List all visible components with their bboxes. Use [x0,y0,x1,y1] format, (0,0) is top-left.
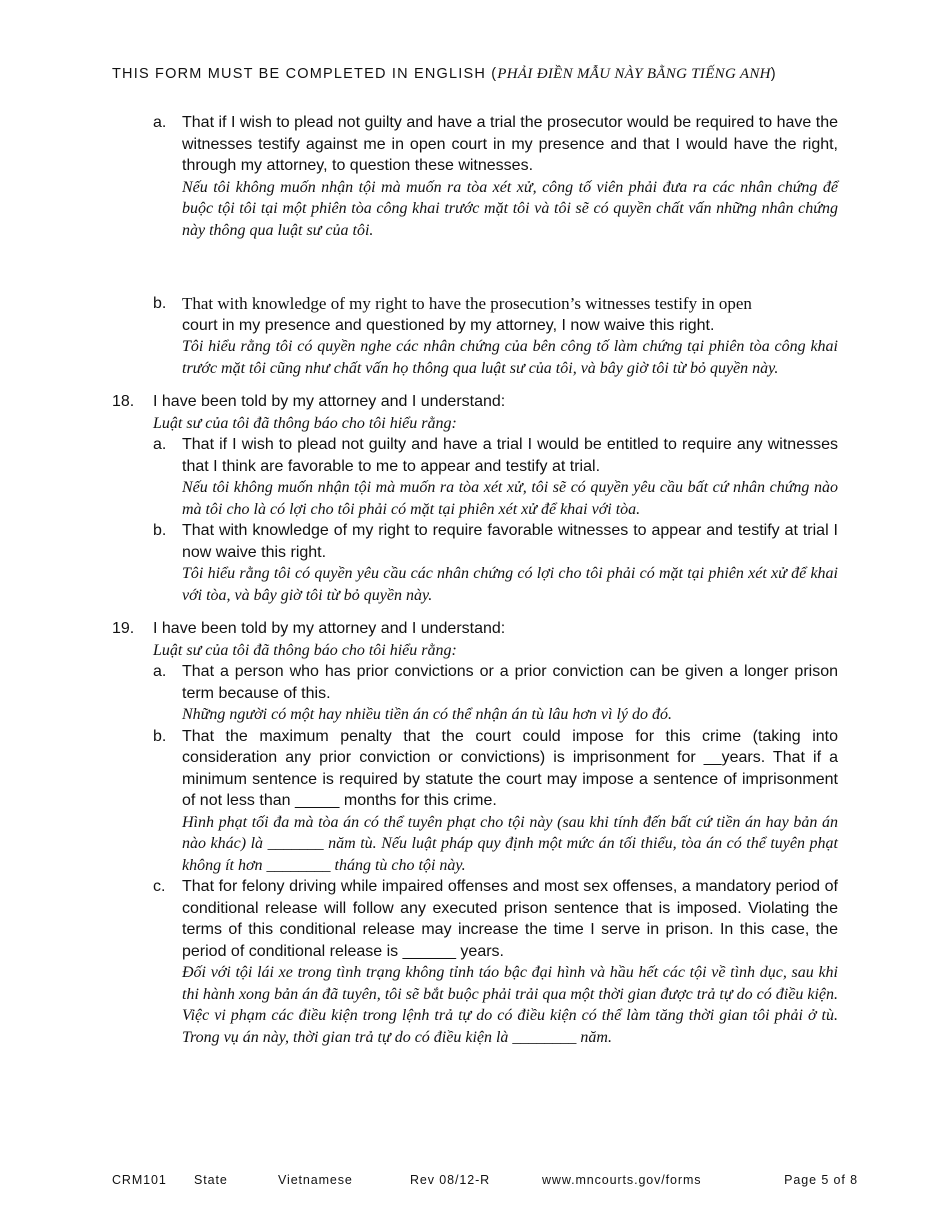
item-18a [112,434,838,520]
item-19b [112,726,838,877]
footer-page-number: Page 5 of 8 [784,1173,858,1187]
item-17b-label: b. [153,295,167,312]
item-17b-english-line2: court in my presence and questioned by my attorney, I now waive this right. [182,316,715,334]
item-19a-vietnamese: Những người có một hay nhiều tiền án có thể nhận án tù lâu hơn vì lý do đó. [182,706,673,723]
item-18-stem-english: I have been told by my attorney and I understand: [153,393,506,410]
item-18 [112,391,838,434]
footer-state: State [194,1173,228,1187]
item-19c [112,876,838,1048]
item-19a [112,661,838,726]
item-19 [112,618,838,661]
item-18b-vietnamese: Tôi hiểu rằng tôi có quyền yêu cầu các nhân chứng có lợi cho tôi phải có mặt tại phiên xét xử để khai với tòa, và bây giờ tôi từ bỏ quyền này. [182,565,838,604]
header-close-paren: ) [770,66,777,82]
footer-form-id: CRM101 [112,1173,167,1187]
item-19c-english: That for felony driving while impaired offenses and most sex offenses, a mandatory period of conditional release will follow any executed prison sentence that is imposed. Violating the terms of this conditional release may increase the time I serve in prison. In this case, the period of conditional release is ______ years. [182,878,838,960]
item-17a [112,112,838,241]
item-17b-vietnamese: Tôi hiểu rằng tôi có quyền nghe các nhân chứng của bên công tố làm chứng tại phiên tòa công khai trước mặt tôi cũng như chất vấn họ thông qua luật sư của tôi, và bây giờ tôi từ bỏ quyền này. [182,338,838,377]
footer-revision: Rev 08/12-R [410,1173,491,1187]
item-17a-label: a. [153,114,167,131]
form-content [112,112,838,1048]
item-19a-label: a. [153,663,167,680]
footer-language: Vietnamese [278,1173,353,1187]
item-17a-english: That if I wish to plead not guilty and have a trial the prosecutor would be required to have the witnesses testify against me in open court in my presence and that I would have the right, through my attorney, to question these witnesses. [182,114,838,174]
item-19b-english: That the maximum penalty that the court could impose for this crime (taking into consideration any prior conviction or convictions) is imprisonment for __years. That if a minimum sentence is required by statute the court may impose a sentence of imprisonment of not less than _____ months for this crime. [182,727,838,809]
item-19-stem-vietnamese: Luật sư của tôi đã thông báo cho tôi hiểu rằng: [153,641,457,659]
item-17b-english-line1: That with knowledge of my right to have the prosecution’s witnesses testify in open [182,294,752,313]
item-19-stem-english: I have been told by my attorney and I understand: [153,620,506,637]
item-18a-english: That if I wish to plead not guilty and have a trial I would be entitled to require any witnesses that I think are favorable to me to appear and testify at trial. [182,436,838,475]
item-18b-english: That with knowledge of my right to require favorable witnesses to appear and testify at trial I now waive this right. [182,522,838,561]
item-19b-label: b. [153,727,167,745]
footer-url-link[interactable]: www.mncourts.gov/forms [542,1173,702,1187]
item-19c-label: c. [153,878,166,895]
item-19c-vietnamese: Đối với tội lái xe trong tình trạng không tỉnh táo bậc đại hình và hầu hết các tội về tình dục, sau khi thi hành xong bản án đã tuyên, tôi sẽ bắt buộc phải trải qua một thời gian được trả tự do có điều kiện. Việc vi phạm các điều kiện trong lệnh trả tự do có điều kiện có thể làm tăng thời gian tôi phải ở tù. Trong vụ án này, thời gian trả tự do có điều kiện là ________ năm. [182,964,838,1046]
header-vietnamese-text: PHẢI ĐIỀN MẪU NÀY BẰNG TIẾNG ANH [497,66,771,82]
item-17b [112,293,838,379]
item-18a-vietnamese: Nếu tôi không muốn nhận tội mà muốn ra tòa xét xử, tôi sẽ có quyền yêu cầu bất cứ nhân chứng nào mà tôi cho là có lợi cho tôi phải có mặt tại phiên xét xử để khai với tòa. [182,479,838,518]
page-footer [112,1173,858,1191]
item-18-stem-vietnamese: Luật sư của tôi đã thông báo cho tôi hiểu rằng: [153,414,457,432]
item-18-number: 18. [112,393,135,410]
item-18a-label: a. [153,436,167,453]
item-19a-english: That a person who has prior convictions or a prior conviction can be given a longer prison term because of this. [182,663,838,702]
item-19b-vietnamese: Hình phạt tối đa mà tòa án có thể tuyên phạt cho tội này (sau khi tính đến bất cứ tiền án hay bản án nào khác) là _______ năm tù. Nếu luật pháp quy định một mức án tối thiểu, tòa án có thể tuyên phạt không ít hơn ________ tháng tù cho tội này. [182,813,838,874]
item-18b [112,520,838,606]
item-18b-label: b. [153,522,167,539]
item-17a-vietnamese: Nếu tôi không muốn nhận tội mà muốn ra tòa xét xử, công tố viên phải đưa ra các nhân chứng để buộc tội tôi tại một phiên tòa công khai trước mặt tôi và tôi sẽ có quyền chất vấn những nhân chứng này thông qua luật sư của tôi. [182,178,838,239]
header-english-text: THIS FORM MUST BE COMPLETED IN ENGLISH ( [112,66,498,82]
item-19-number: 19. [112,620,135,637]
form-header [112,66,852,83]
